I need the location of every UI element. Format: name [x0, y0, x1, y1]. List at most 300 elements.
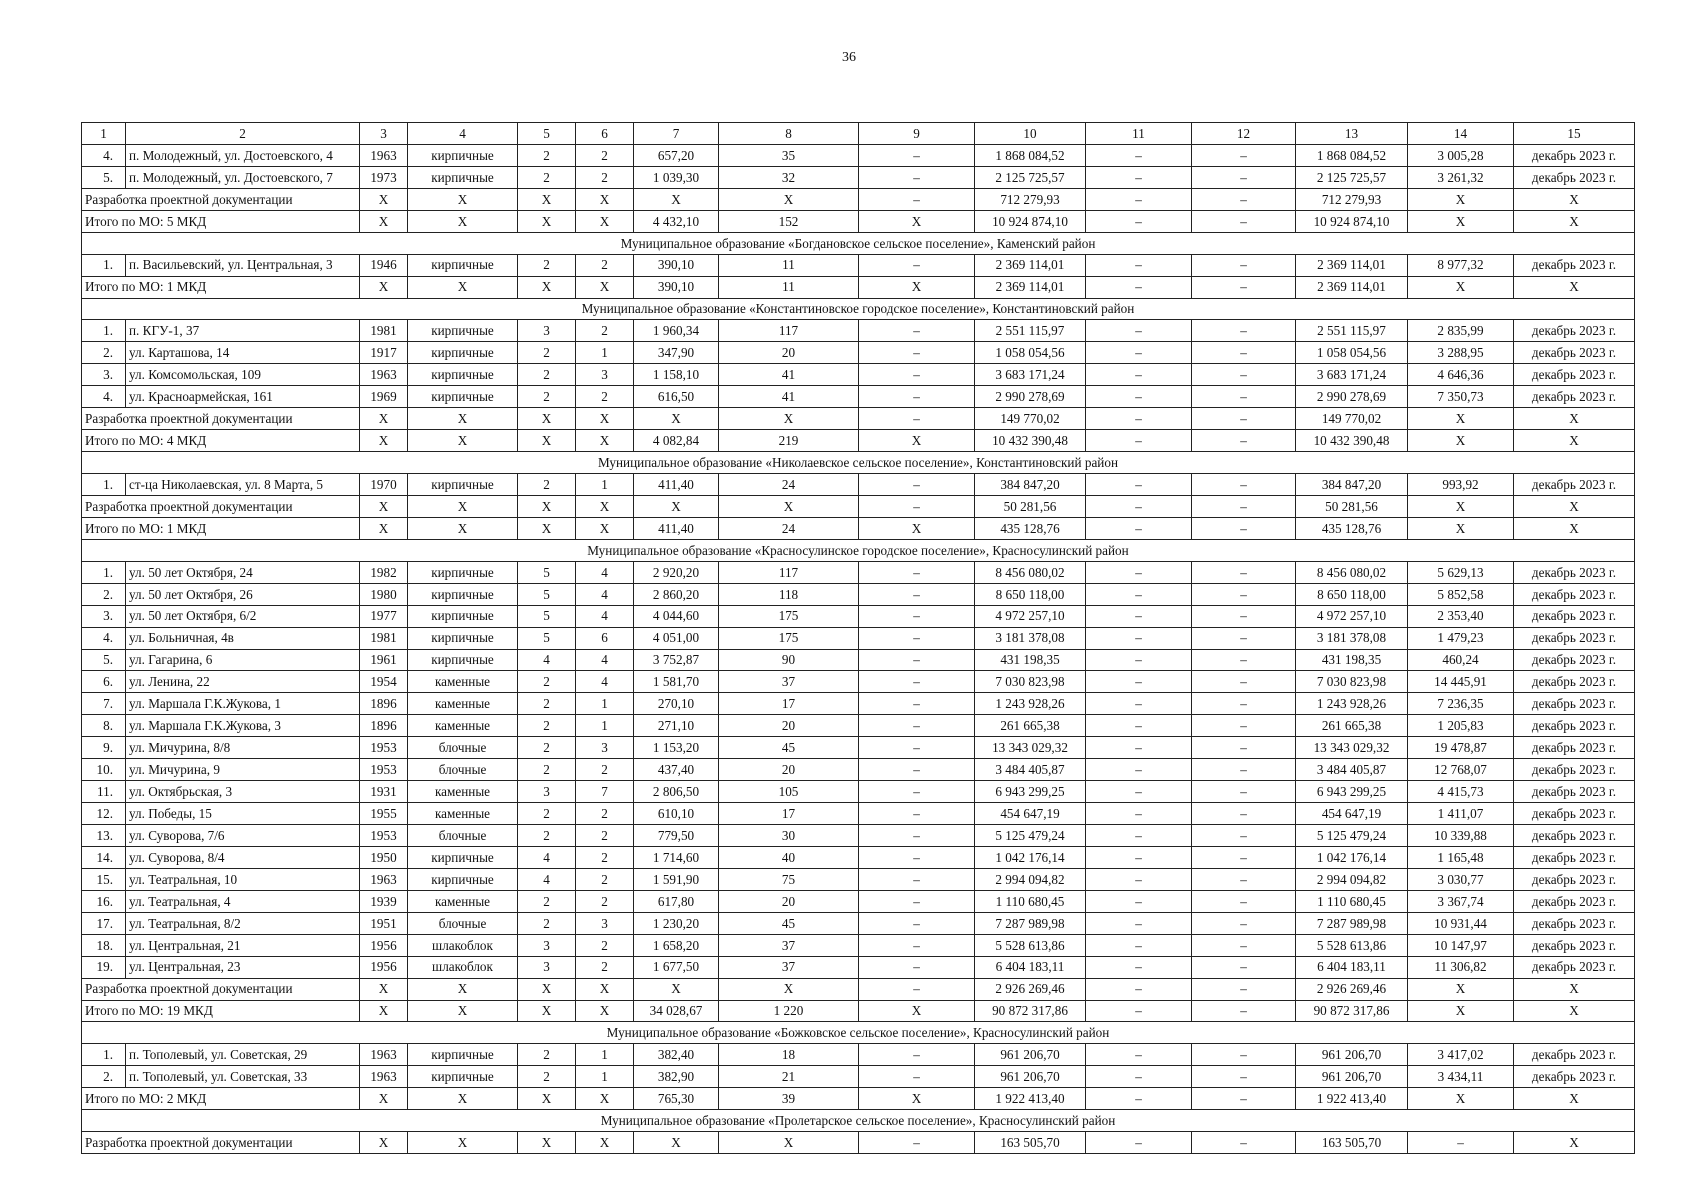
table-cell: 17 — [719, 693, 859, 715]
subtotal-label: Разработка проектной документации — [82, 408, 360, 430]
table-cell: 11 — [719, 276, 859, 298]
table-cell: каменные — [408, 715, 518, 737]
table-cell: декабрь 2023 г. — [1514, 737, 1635, 759]
subtotal-label: Итого по МО: 5 МКД — [82, 210, 360, 232]
table-cell: 2 — [576, 386, 634, 408]
table-cell: – — [1086, 890, 1192, 912]
table-cell: 3 — [576, 737, 634, 759]
table-cell: Х — [360, 978, 408, 1000]
table-row — [82, 846, 1635, 868]
table-cell: – — [1086, 825, 1192, 847]
table-cell: – — [1192, 912, 1296, 934]
address-cell: п. Тополевый, ул. Советская, 33 — [126, 1066, 360, 1088]
table-cell: кирпичные — [408, 474, 518, 496]
table-cell: 175 — [719, 627, 859, 649]
table-cell: – — [859, 737, 975, 759]
table-cell: 163 505,70 — [1296, 1132, 1408, 1154]
table-cell: 2 990 278,69 — [1296, 386, 1408, 408]
table-cell: 2 — [518, 715, 576, 737]
table-cell: – — [1192, 759, 1296, 781]
subtotal-row — [82, 408, 1635, 430]
table-cell: Х — [719, 495, 859, 517]
table-row — [82, 956, 1635, 978]
table-cell: 1 591,90 — [634, 868, 719, 890]
address-cell: ул. Ленина, 22 — [126, 671, 360, 693]
table-cell: 261 665,38 — [975, 715, 1086, 737]
table-cell: 616,50 — [634, 386, 719, 408]
table-cell: декабрь 2023 г. — [1514, 956, 1635, 978]
table-cell: – — [1192, 1044, 1296, 1066]
table-cell: 2 860,20 — [634, 583, 719, 605]
table-cell: 2 — [518, 474, 576, 496]
subtotal-label: Разработка проектной документации — [82, 978, 360, 1000]
row-number: 3. — [82, 605, 126, 627]
table-cell: – — [859, 408, 975, 430]
table-row — [82, 737, 1635, 759]
table-cell: 1931 — [360, 781, 408, 803]
table-cell: 75 — [719, 868, 859, 890]
table-body — [82, 144, 1635, 1153]
table-cell: блочные — [408, 759, 518, 781]
table-row — [82, 386, 1635, 408]
table-cell: Х — [360, 1000, 408, 1022]
table-cell: 1 110 680,45 — [1296, 890, 1408, 912]
table-cell: 12 768,07 — [1408, 759, 1514, 781]
subtotal-label: Разработка проектной документации — [82, 188, 360, 210]
table-cell: Х — [408, 495, 518, 517]
table-cell: 1 058 054,56 — [975, 342, 1086, 364]
table-cell: 90 872 317,86 — [1296, 1000, 1408, 1022]
table-cell: – — [859, 1044, 975, 1066]
table-cell: Х — [859, 210, 975, 232]
table-cell: Х — [360, 408, 408, 430]
table-cell: 5 125 479,24 — [975, 825, 1086, 847]
address-cell: п. Молодежный, ул. Достоевского, 4 — [126, 144, 360, 166]
table-cell: – — [859, 1066, 975, 1088]
table-cell: каменные — [408, 803, 518, 825]
table-cell: 1 205,83 — [1408, 715, 1514, 737]
table-cell: 1982 — [360, 561, 408, 583]
row-number: 10. — [82, 759, 126, 781]
table-row — [82, 671, 1635, 693]
subtotal-row — [82, 1132, 1635, 1154]
table-cell: 6 — [576, 627, 634, 649]
table-cell: – — [1192, 671, 1296, 693]
table-cell: – — [859, 890, 975, 912]
section-title: Муниципальное образование «Красносулинское городское поселение», Красносулинский район — [82, 539, 1635, 561]
table-cell: декабрь 2023 г. — [1514, 627, 1635, 649]
table-cell: – — [1408, 1132, 1514, 1154]
table-cell: – — [859, 846, 975, 868]
table-cell: Х — [518, 1088, 576, 1110]
table-cell: 347,90 — [634, 342, 719, 364]
table-cell: кирпичные — [408, 386, 518, 408]
table-cell: 1963 — [360, 144, 408, 166]
row-number: 1. — [82, 1044, 126, 1066]
table-cell: каменные — [408, 781, 518, 803]
table-cell: 1 — [576, 342, 634, 364]
table-cell: 961 206,70 — [1296, 1066, 1408, 1088]
table-cell: 3 — [576, 912, 634, 934]
table-cell: – — [1192, 693, 1296, 715]
table-cell: 14 445,91 — [1408, 671, 1514, 693]
table-cell: 3 484 405,87 — [1296, 759, 1408, 781]
row-number: 18. — [82, 934, 126, 956]
table-cell: – — [1086, 781, 1192, 803]
table-cell: 13 343 029,32 — [1296, 737, 1408, 759]
table-cell: – — [1086, 474, 1192, 496]
table-cell: 8 977,32 — [1408, 254, 1514, 276]
table-cell: – — [1086, 254, 1192, 276]
table-cell: 1973 — [360, 166, 408, 188]
table-cell: – — [1086, 649, 1192, 671]
address-cell: ул. 50 лет Октября, 6/2 — [126, 605, 360, 627]
table-cell: 2 926 269,46 — [1296, 978, 1408, 1000]
table-cell: декабрь 2023 г. — [1514, 386, 1635, 408]
table-cell: Х — [1514, 1088, 1635, 1110]
table-cell: 435 128,76 — [1296, 517, 1408, 539]
table-cell: – — [1192, 846, 1296, 868]
table-row — [82, 693, 1635, 715]
table-cell: – — [1192, 825, 1296, 847]
column-number-cell: 6 — [576, 123, 634, 145]
table-cell: – — [1086, 737, 1192, 759]
table-cell: – — [1192, 781, 1296, 803]
table-cell: – — [1192, 1000, 1296, 1022]
table-cell: 34 028,67 — [634, 1000, 719, 1022]
row-number: 2. — [82, 342, 126, 364]
table-cell: 961 206,70 — [1296, 1044, 1408, 1066]
table-cell: 1956 — [360, 956, 408, 978]
table-cell: 90 — [719, 649, 859, 671]
table-cell: – — [1086, 342, 1192, 364]
table-cell: 1896 — [360, 715, 408, 737]
address-cell: п. КГУ-1, 37 — [126, 320, 360, 342]
table-cell: 1963 — [360, 868, 408, 890]
table-cell: Х — [518, 495, 576, 517]
table-cell: 149 770,02 — [975, 408, 1086, 430]
table-cell: – — [859, 386, 975, 408]
table-cell: 5 528 613,86 — [1296, 934, 1408, 956]
table-row — [82, 254, 1635, 276]
table-cell: Х — [360, 1132, 408, 1154]
table-cell: – — [1086, 715, 1192, 737]
table-cell: 1 — [576, 715, 634, 737]
address-cell: ул. Суворова, 8/4 — [126, 846, 360, 868]
table-cell: 3 434,11 — [1408, 1066, 1514, 1088]
row-number: 4. — [82, 386, 126, 408]
column-number-cell: 10 — [975, 123, 1086, 145]
table-cell: 5 — [518, 561, 576, 583]
table-cell: 20 — [719, 890, 859, 912]
table-cell: 617,80 — [634, 890, 719, 912]
subtotal-row — [82, 978, 1635, 1000]
table-cell: Х — [576, 1132, 634, 1154]
table-cell: – — [1086, 188, 1192, 210]
table-cell: – — [1192, 1132, 1296, 1154]
table-cell: Х — [634, 495, 719, 517]
table-cell: 437,40 — [634, 759, 719, 781]
table-cell: 1 411,07 — [1408, 803, 1514, 825]
table-cell: 2 — [576, 166, 634, 188]
column-number-cell: 3 — [360, 123, 408, 145]
table-cell: 20 — [719, 759, 859, 781]
table-row — [82, 759, 1635, 781]
table-cell: – — [1192, 320, 1296, 342]
table-cell: 2 — [576, 868, 634, 890]
table-cell: 6 943 299,25 — [975, 781, 1086, 803]
table-cell: Х — [518, 408, 576, 430]
table-cell: декабрь 2023 г. — [1514, 671, 1635, 693]
table-cell: 8 456 080,02 — [1296, 561, 1408, 583]
row-number: 7. — [82, 693, 126, 715]
table-cell: – — [1192, 474, 1296, 496]
table-cell: – — [1086, 495, 1192, 517]
table-cell: 382,40 — [634, 1044, 719, 1066]
table-cell: Х — [1408, 188, 1514, 210]
column-number-cell: 15 — [1514, 123, 1635, 145]
table-cell: Х — [576, 517, 634, 539]
subtotal-row — [82, 495, 1635, 517]
section-row — [82, 1110, 1635, 1132]
table-cell: 2 — [576, 956, 634, 978]
table-cell: каменные — [408, 890, 518, 912]
table-cell: 460,24 — [1408, 649, 1514, 671]
table-cell: Х — [1514, 408, 1635, 430]
table-cell: 1980 — [360, 583, 408, 605]
table-cell: 6 404 183,11 — [1296, 956, 1408, 978]
table-cell: – — [1086, 364, 1192, 386]
table-cell: 7 030 823,98 — [975, 671, 1086, 693]
table-cell: 24 — [719, 474, 859, 496]
row-number: 4. — [82, 627, 126, 649]
table-cell: 4 415,73 — [1408, 781, 1514, 803]
table-cell: – — [1086, 144, 1192, 166]
section-row — [82, 232, 1635, 254]
table-cell: – — [1086, 803, 1192, 825]
table-cell: блочные — [408, 737, 518, 759]
table-cell: 2 — [518, 825, 576, 847]
subtotal-label: Итого по МО: 4 МКД — [82, 430, 360, 452]
address-cell: ул. 50 лет Октября, 24 — [126, 561, 360, 583]
table-cell: 454 647,19 — [1296, 803, 1408, 825]
table-row — [82, 825, 1635, 847]
column-number-cell: 5 — [518, 123, 576, 145]
table-row — [82, 803, 1635, 825]
table-cell: 1 165,48 — [1408, 846, 1514, 868]
table-cell: Х — [1408, 1088, 1514, 1110]
table-cell: 3 484 405,87 — [975, 759, 1086, 781]
subtotal-row — [82, 276, 1635, 298]
table-row — [82, 364, 1635, 386]
table-cell: декабрь 2023 г. — [1514, 1044, 1635, 1066]
row-number: 19. — [82, 956, 126, 978]
table-cell: Х — [518, 1132, 576, 1154]
table-cell: – — [859, 495, 975, 517]
table-cell: 384 847,20 — [1296, 474, 1408, 496]
row-number: 5. — [82, 649, 126, 671]
table-cell: 431 198,35 — [1296, 649, 1408, 671]
table-cell: Х — [859, 1088, 975, 1110]
table-cell: 20 — [719, 342, 859, 364]
table-cell: Х — [719, 188, 859, 210]
table-cell: кирпичные — [408, 605, 518, 627]
table-cell: Х — [518, 188, 576, 210]
table-cell: 2 — [576, 759, 634, 781]
table-cell: 32 — [719, 166, 859, 188]
table-cell: 6 404 183,11 — [975, 956, 1086, 978]
address-cell: ул. Мичурина, 9 — [126, 759, 360, 781]
table-cell: Х — [859, 1000, 975, 1022]
table-cell: – — [859, 1132, 975, 1154]
table-cell: декабрь 2023 г. — [1514, 561, 1635, 583]
table-cell: – — [1086, 605, 1192, 627]
table-cell: 4 972 257,10 — [1296, 605, 1408, 627]
table-cell: 2 — [518, 737, 576, 759]
table-cell: Х — [518, 210, 576, 232]
table-cell: 2 920,20 — [634, 561, 719, 583]
table-cell: Х — [360, 1088, 408, 1110]
table-cell: 11 306,82 — [1408, 956, 1514, 978]
table-cell: – — [1192, 561, 1296, 583]
table-cell: 2 926 269,46 — [975, 978, 1086, 1000]
table-cell: 2 994 094,82 — [1296, 868, 1408, 890]
table-cell: – — [1086, 912, 1192, 934]
column-number-cell: 4 — [408, 123, 518, 145]
address-cell: ул. Карташова, 14 — [126, 342, 360, 364]
address-cell: ул. Гагарина, 6 — [126, 649, 360, 671]
address-cell: ул. Маршала Г.К.Жукова, 3 — [126, 715, 360, 737]
section-row — [82, 298, 1635, 320]
table-cell: 35 — [719, 144, 859, 166]
table-cell: – — [859, 759, 975, 781]
table-cell: Х — [360, 430, 408, 452]
table-cell: каменные — [408, 671, 518, 693]
table-cell: – — [1192, 210, 1296, 232]
table-cell: 1954 — [360, 671, 408, 693]
column-number-cell: 13 — [1296, 123, 1408, 145]
address-cell: ул. Мичурина, 8/8 — [126, 737, 360, 759]
table-cell: 37 — [719, 934, 859, 956]
table-cell: декабрь 2023 г. — [1514, 912, 1635, 934]
table-cell: – — [1086, 276, 1192, 298]
section-row — [82, 539, 1635, 561]
table-cell: 2 — [518, 166, 576, 188]
row-number: 1. — [82, 561, 126, 583]
table-cell: 105 — [719, 781, 859, 803]
table-cell: кирпичные — [408, 561, 518, 583]
table-cell: 2 — [576, 890, 634, 912]
column-number-cell: 11 — [1086, 123, 1192, 145]
table-cell: 13 343 029,32 — [975, 737, 1086, 759]
table-cell: Х — [518, 276, 576, 298]
table-cell: 2 — [518, 342, 576, 364]
table-cell: 2 — [576, 934, 634, 956]
table-cell: – — [859, 825, 975, 847]
table-cell: 712 279,93 — [975, 188, 1086, 210]
table-cell: – — [859, 715, 975, 737]
table-cell: – — [859, 166, 975, 188]
table-cell: – — [859, 144, 975, 166]
table-cell: декабрь 2023 г. — [1514, 364, 1635, 386]
table-cell: 1981 — [360, 320, 408, 342]
subtotal-row — [82, 430, 1635, 452]
table-cell: – — [1086, 868, 1192, 890]
table-cell: – — [1086, 210, 1192, 232]
table-cell: – — [1192, 627, 1296, 649]
table-cell: 2 — [576, 144, 634, 166]
table-cell: 2 551 115,97 — [1296, 320, 1408, 342]
table-row — [82, 912, 1635, 934]
subtotal-label: Разработка проектной документации — [82, 1132, 360, 1154]
table-cell: 7 030 823,98 — [1296, 671, 1408, 693]
table-cell: – — [859, 649, 975, 671]
address-cell: ул. Театральная, 8/2 — [126, 912, 360, 934]
table-cell: Х — [576, 1000, 634, 1022]
row-number: 3. — [82, 364, 126, 386]
table-cell: 271,10 — [634, 715, 719, 737]
table-cell: 1939 — [360, 890, 408, 912]
table-cell: декабрь 2023 г. — [1514, 1066, 1635, 1088]
table-cell: шлакоблок — [408, 956, 518, 978]
table-cell: 4 — [576, 605, 634, 627]
table-cell: кирпичные — [408, 627, 518, 649]
table-cell: – — [1086, 978, 1192, 1000]
table-cell: 7 287 989,98 — [1296, 912, 1408, 934]
table-cell: 4 — [576, 649, 634, 671]
table-cell: Х — [408, 408, 518, 430]
table-cell: 1 922 413,40 — [975, 1088, 1086, 1110]
table-cell: – — [1192, 364, 1296, 386]
table-cell: – — [859, 627, 975, 649]
table-cell: – — [1192, 430, 1296, 452]
table-cell: 1 479,23 — [1408, 627, 1514, 649]
table-cell: Х — [1408, 517, 1514, 539]
table-cell: – — [1192, 934, 1296, 956]
housing-repair-table — [81, 122, 1635, 1154]
table-cell: 1 — [576, 693, 634, 715]
table-cell: 3 — [518, 320, 576, 342]
table-row — [82, 649, 1635, 671]
table-cell: 4 — [518, 868, 576, 890]
table-cell: 1 039,30 — [634, 166, 719, 188]
table-cell: 3 261,32 — [1408, 166, 1514, 188]
table-row — [82, 561, 1635, 583]
table-cell: – — [859, 254, 975, 276]
table-cell: – — [1086, 671, 1192, 693]
column-number-cell: 14 — [1408, 123, 1514, 145]
table-cell: – — [859, 583, 975, 605]
table-cell: 45 — [719, 912, 859, 934]
table-cell: – — [1192, 868, 1296, 890]
row-number: 15. — [82, 868, 126, 890]
table-cell: Х — [576, 276, 634, 298]
table-cell: – — [1192, 188, 1296, 210]
table-cell: – — [1192, 583, 1296, 605]
table-cell: 4 082,84 — [634, 430, 719, 452]
section-title: Муниципальное образование «Богдановское сельское поселение», Каменский район — [82, 232, 1635, 254]
table-cell: Х — [1514, 188, 1635, 210]
table-cell: 2 806,50 — [634, 781, 719, 803]
table-cell: 37 — [719, 956, 859, 978]
table-cell: – — [859, 956, 975, 978]
table-row — [82, 890, 1635, 912]
table-cell: 2 — [518, 803, 576, 825]
table-cell: Х — [1408, 495, 1514, 517]
table-cell: Х — [408, 517, 518, 539]
table-cell: Х — [1408, 430, 1514, 452]
table-row — [82, 144, 1635, 166]
